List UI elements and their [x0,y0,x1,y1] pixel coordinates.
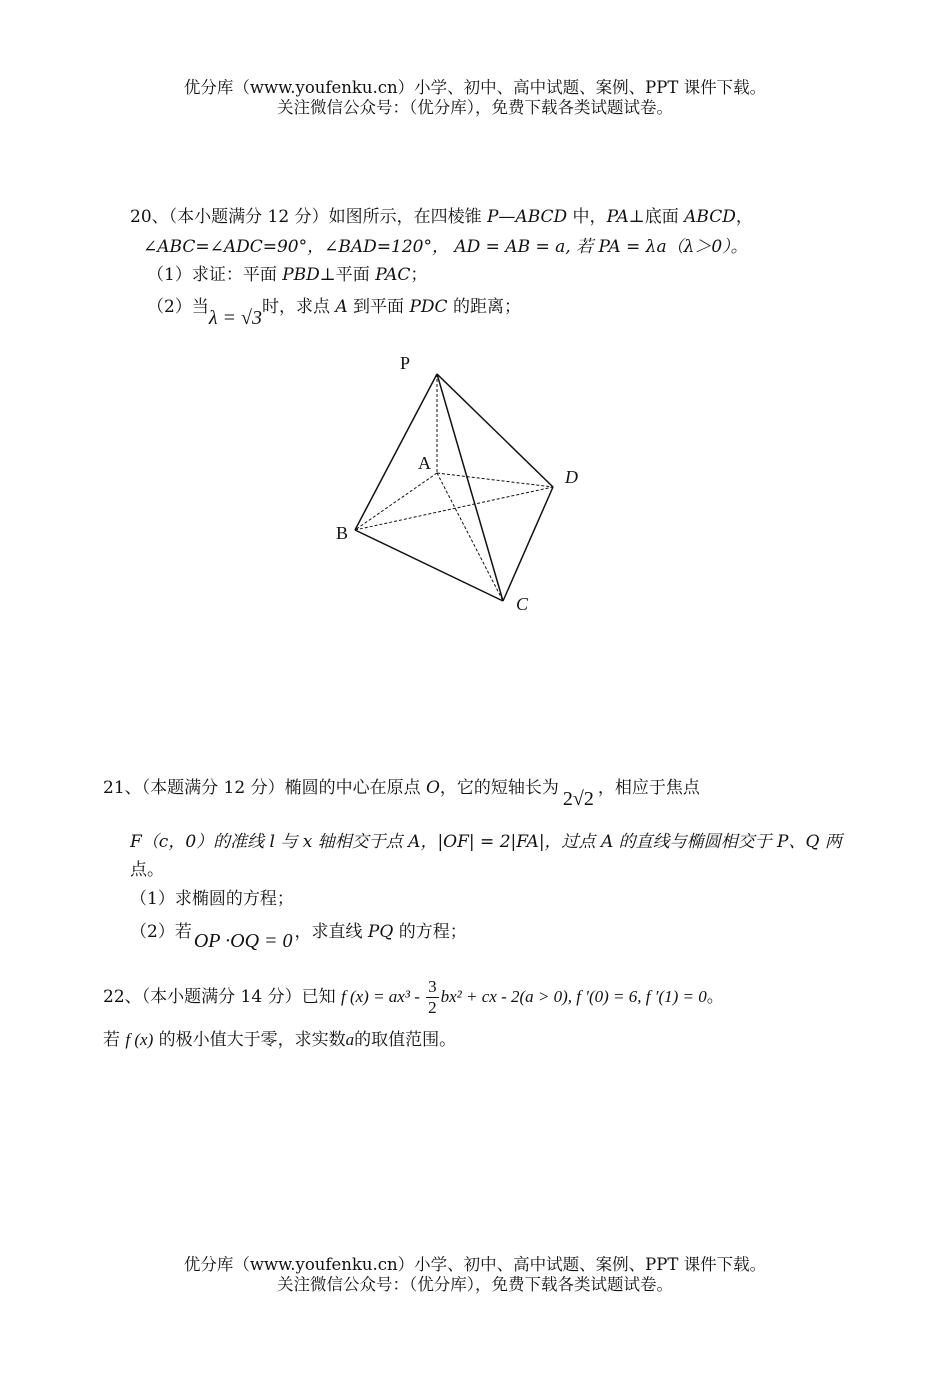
q21-dot-product: OP ·OQ = 0 [193,930,293,952]
q22-text: 若 [103,1030,126,1050]
q20-part2-text: 的距离； [447,297,521,317]
q22-fraction [426,977,439,1018]
q21-line-pq: PQ [367,922,394,942]
q20-base: ABCD [684,207,736,227]
q20-part2-text: （2）当 [147,297,209,317]
q20-plane-pbd: PBD [282,265,320,285]
q20-line-2: ∠ABC=∠ADC=90°，∠BAD=120°， AD = AB = a, 若 PA = λa（λ＞0）。 [143,237,748,257]
edge-dc [503,487,553,601]
q22-frac-den: 2 [428,998,437,1017]
q22-text: 22、（本小题满分 14 分）已知 [103,987,341,1007]
q20-text: ， [735,207,753,227]
edge-pb [355,374,437,530]
q20-part2-text: 到平面 [347,297,410,317]
q20-point-a: A [335,297,348,317]
q20-lambda-formula: λ = √3 [208,307,262,329]
label-c: C [516,594,529,614]
q20-part-1 [147,264,427,286]
q21-text: 21、（本题满分 12 分）椭圆的中心在原点 [103,778,426,798]
q21-part2-text: （2）若 [130,922,192,942]
q20-pyramid-name: P—ABCD [486,207,568,227]
q21-line-2: F（c，0）的准线 l 与 x 轴相交于点 A，|OF| = 2|FA|，过点 A 的直线与椭圆相交于 P、Q 两 [130,832,842,852]
footer-line-1: 优分库（www.youfenku.cn）小学、初中、高中试题、案例、PPT 课件下载。 [183,1255,767,1274]
edge-ad [437,473,553,487]
q20-part-2 [147,295,521,329]
header-line-2: 关注微信公众号：（优分库），免费下载各类试题试卷。 [277,98,673,117]
q22-formula-a: f (x) = ax³ - [340,987,425,1006]
q21-line-3: 点。 [130,860,164,880]
q20-pa: PA [606,207,629,227]
q20-part2-text: 时，求点 [261,297,336,317]
q22-fx: f (x) [125,1030,154,1049]
q20-plane-pdc: PDC [409,297,448,317]
q21-text: ，相应于焦点 [597,778,700,798]
q21-axis-length: 2√2 [562,788,594,810]
q22-var-a: a [345,1030,355,1049]
q22-text: 的极小值大于零，求实数 [153,1030,346,1050]
header-line-1: 优分库（www.youfenku.cn）小学、初中、高中试题、案例、PPT 课件下载。 [183,78,767,97]
q21-part-1: （1）求椭圆的方程； [130,889,294,909]
q21-part-2 [130,920,467,952]
q20-plane-pac: PAC [375,265,411,285]
label-a: A [418,453,431,473]
label-p: P [400,353,411,373]
label-b: B [336,523,349,543]
q21-part2-text: ，求直线 [294,922,368,942]
q21-origin: O [425,778,440,798]
q20-part1-text: ⊥平面 [319,265,376,285]
q22-frac-num: 3 [428,977,437,996]
edge-pd [437,374,553,487]
label-d: D [565,467,578,487]
q20-part1-text: （1）求证：平面 [147,265,283,285]
q20-part1-text: ； [410,265,428,285]
q20-text: ⊥底面 [628,207,685,227]
edge-bc [355,530,503,601]
q21-line-1 [103,776,700,810]
q22-text: 。 [706,987,724,1007]
q22-line-1 [103,972,724,1022]
pyramid-diagram [320,345,600,625]
edge-bd [355,487,553,530]
q22-line-2 [103,1029,456,1051]
q21-text: ，它的短轴长为 [439,778,559,798]
q20-text: 中， [567,207,607,227]
q20-line-1 [130,206,753,228]
q21-part2-text: 的方程； [393,922,467,942]
q20-text: 20、（本小题满分 12 分）如图所示，在四棱锥 [130,207,487,227]
edge-ac [437,473,503,601]
edge-pc [437,374,503,601]
q22-text: 的取值范围。 [354,1030,457,1050]
q22-formula-b: bx² + cx - 2(a > 0), f ′(0) = 6, f ′(1) = 0 [440,987,707,1006]
footer-line-2: 关注微信公众号：（优分库），免费下载各类试题试卷。 [277,1275,673,1294]
